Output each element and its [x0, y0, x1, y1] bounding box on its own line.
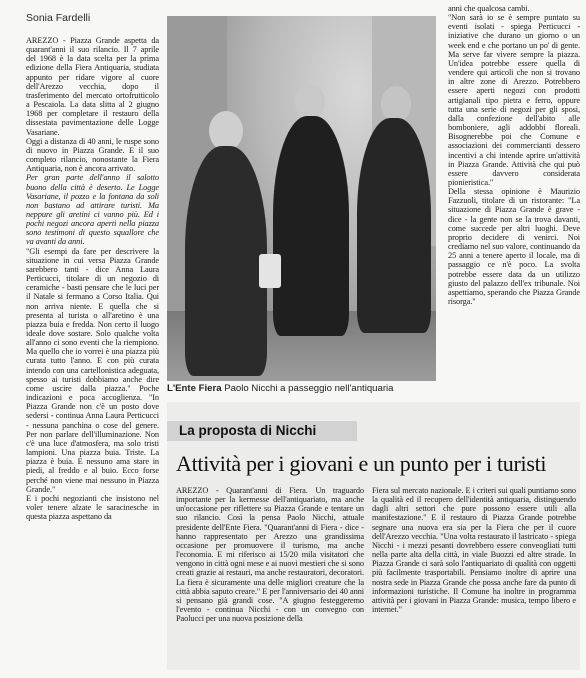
- paragraph: AREZZO - Quarant'anni di Fiera. Un traguardo importante per la kermesse dell'antiquariato, ma anche un'occasione per riflettere su Piazza Grande e tentare un suo rilancio. Così la pensa Paolo Nicchi, attuale presidente dell'Ente Fiera. "Quarant'anni di Fiera - dice - hanno rappresentato per Arezzo una grandissima occasione per promuovere il turismo, ma anche l'economia. E mi riferisco ai 15/20 mila visitatori che vengono in città ogni mese e ai nuovi mestieri che si sono creati grazie ai restauri, ma anche restauratori, decoratori. La fiera è sicuramente una delle migliori creature che la città abbia saputo creare." E per l'anniversario dei 40 anni si pensano già grandi cose. "A giugno festeggeremo l'evento - continua Nicchi - con un convegno con Paolucci per una nuova posizione della: [176, 486, 364, 624]
- paragraph: "Gli esempi da fare per descrivere la situazione in cui versa Piazza Grande sarebbero tanti - dice Anna Laura Perticucci, titolare di un negozio di ceramiche - basti pensare che le luci per il Natale si fermano a Corso Italia. Qui non arriva niente. E quella che si presenta al turista o all'aretino è una piazza buia e fredda. Non certo il luogo ideale dove sostare. Solo qualche volta all'anno ci sono eventi che la riempiono. Ma quello che io vorrei è una piazza più curata tutto l'anno. E con più curata intendo con una cartellonistica adeguata, spesso ai turisti dobbiamo anche dire come uscire dalla piazza." Poche indicazioni e poca accoglienza. "In Piazza Grande non c'è un posto dove sedersi - continua Anna Laura Perticucci - nessuna panchina o cose del genere. Per non parlare dell'illuminazione. Non c'è una luce d'atmosfera, ma solo tristi lampioni. Una piazza buia. Triste. La piazza è buia. E nessuno ama stare in piedi, al freddo e al buio. Ecco forse perché non viene mai nessuno in Piazza Grande.": [26, 246, 159, 494]
- section-kicker: La proposta di Nicchi: [167, 421, 357, 441]
- paragraph: E i pochi negozianti che insistono nel voler tenere alzate le saracinesche in questa piazza aspettano da: [26, 493, 159, 522]
- article-photo: [167, 16, 436, 381]
- caption-bold: L'Ente Fiera: [167, 383, 222, 394]
- paragraph: Della stessa opinione è Maurizio Fazzuoli, titolare di un ristorante: "La situazione di Piazza Grande è grave - dice - la gente non se la trova davanti, come succede per altri luoghi. Deve proprio decidere di venirci. Noi crediamo nel suo valore, continuando da 25 anni a tenere aperto il locale, ma di passaggio ce n'è poco. La svolta potrebbe essere data da un utilizzo giusto del palazzo dell'ex tribunale. Noi aspettiamo, sperando che Piazza Grande risorga.": [448, 187, 580, 306]
- sidebar-column-left: [176, 486, 364, 676]
- article-column-left: [26, 36, 159, 676]
- author-byline: Sonia Fardelli: [26, 12, 91, 24]
- paragraph: Per gran parte dell'anno il salotto buono della città è deserto. Le Logge Vasariane, il pozzo e la fontana da soli non bastano ad attirare turisti. Ma neppure gli aretini ci vanno più. Ed i pochi negozi ancora aperti nella piazza sono testimoni di questo squallore che va avanti da anni.: [26, 173, 159, 247]
- paragraph: AREZZO - Piazza Grande aspetta da quarant'anni il suo rilancio. Il 7 aprile del 1968 è la data scelta per la prima edizione della Fiera Antiquaria, studiata appunto per ridare vigore al cuore dell'Arezzo vecchia, dopo il trasferimento del mercato ortofrutticolo a Pescaiola. La data slitta al 2 giugno 1968 per completare il restauro della dissestata pavimentazione delle Logge Vasariane.: [26, 36, 159, 137]
- caption-text: Paolo Nicchi a passeggio nell'antiquaria: [221, 383, 394, 394]
- paragraph: anni che qualcosa cambi.: [448, 4, 530, 13]
- photo-caption: [167, 383, 436, 394]
- paragraph: Fiera sul mercato nazionale. E i criteri sui quali puntiamo sono la qualità ed il recupero dell'identità antiquaria, distinguendo dagli altri settori che pure possono essere utili alla manifestazione." E il restauro di Piazza Grande potrebbe segnare una nuova era sia per la Fiera che per il cuore dell'Arezzo vecchia. "Una volta restaurato il lastricato - spiega Nicchi - i mezzi pesanti dovrebbero essere conveogliati tutti nella parte alta della città, in viale Buozzi ed altre strade. In Piazza Grande ci sarà solo l'antiquariato di qualità con oggetti più facilmente trasportabili. Pensiamo inoltre di aprire una nostra sede in Piazza Grande che possa anche fare da punto di informazioni turistiche. Il Comune ha inoltre in programma attività per i giovani in Piazza Grande: musica, tempo libero e internet.": [372, 486, 576, 615]
- paragraph: "Non sarà io se è sempre puntato su eventi isolati - spiega Perticucci - iniziative che durano un giorno o un week end e che portano un po' di gente. Ma serve far vivere sempre la piazza. Un'idea potrebbe essere quella di vendere qui articoli che non si trovano in altre zone di Arezzo. Potrebbero essere aperti negozi con prodotti artigianali tipo pietra e ferro, oppure tutta una serie di negozi per gli sposi, dalla confezione dell'abito alle bomboniere, agli addobbi floreali. Bisognerebbe poi che Comune e associazioni dei commercianti dessero incentivi a chi intende aprire un'attività in Piazza Grande. Attività che qui può essere davvero considerata pionieristica.": [448, 13, 580, 187]
- article-column-right: [448, 4, 580, 400]
- paragraph: Oggi a distanza di 40 anni, le ruspe sono di nuovo in Piazza Grande. E il suo completo rilancio, nonostante la Fiera Antiquaria, non è ancora arrivato.: [26, 136, 159, 174]
- sidebar-headline: Attività per i giovani e un punto per i turisti: [176, 451, 547, 476]
- sidebar-column-right: [372, 486, 576, 676]
